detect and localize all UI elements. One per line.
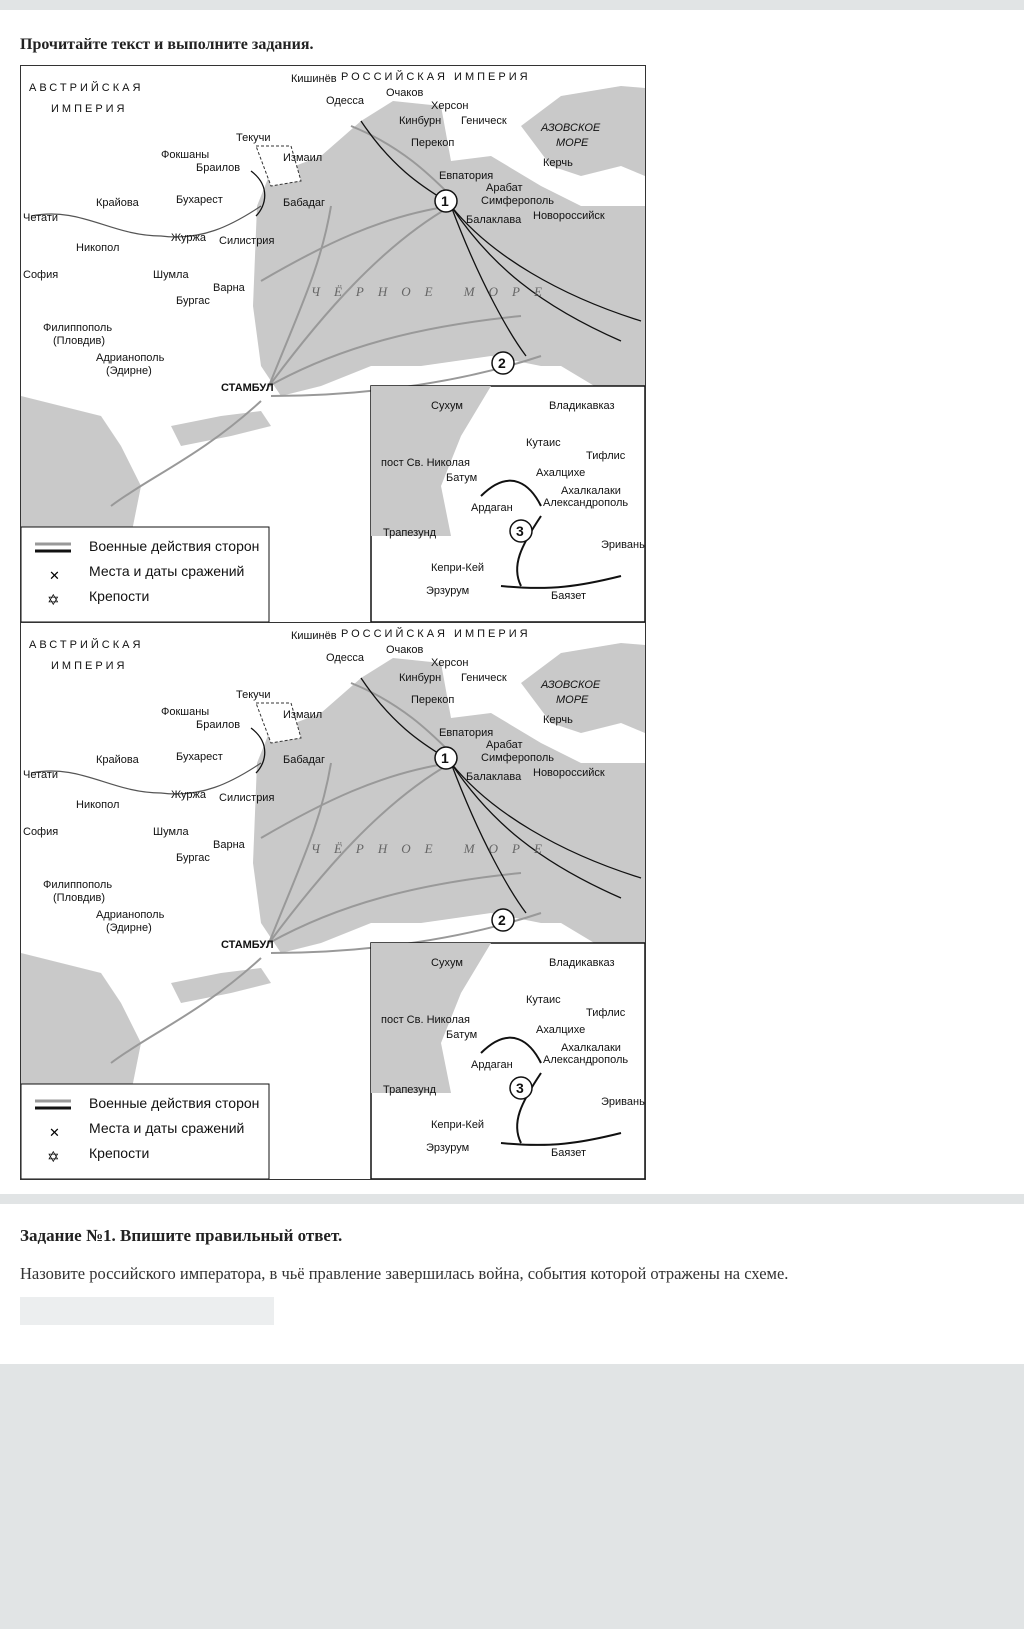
svg-text:Варна: Варна xyxy=(213,839,245,851)
svg-text:Адрианополь: Адрианополь xyxy=(96,352,165,364)
svg-text:Ахалкалаки: Ахалкалаки xyxy=(561,1042,621,1054)
svg-text:Очаков: Очаков xyxy=(386,87,424,99)
svg-text:Ахалцихе: Ахалцихе xyxy=(536,467,586,479)
svg-text:Четати: Четати xyxy=(23,212,59,224)
marker-3: 3 xyxy=(516,523,524,539)
svg-text:Керчь: Керчь xyxy=(543,714,573,726)
svg-text:Кутаис: Кутаис xyxy=(526,994,561,1006)
label-azov-1: АЗОВСКОЕ xyxy=(541,679,601,691)
svg-text:София: София xyxy=(23,269,59,281)
svg-text:Эривань: Эривань xyxy=(601,539,645,551)
battle-icon: ✕ xyxy=(49,569,60,584)
task-card xyxy=(0,1204,1024,1364)
svg-text:Четати: Четати xyxy=(23,769,59,781)
svg-text:Измаил: Измаил xyxy=(283,152,323,164)
svg-text:Батум: Батум xyxy=(446,472,478,484)
svg-text:Адрианополь: Адрианополь xyxy=(96,909,165,921)
svg-text:Владикавказ: Владикавказ xyxy=(549,400,615,412)
instruction-text: Прочитайте текст и выполните задания. xyxy=(20,36,314,53)
svg-text:Херсон: Херсон xyxy=(431,100,469,112)
legend-battles: Места и даты сражений xyxy=(89,1120,245,1136)
svg-text:пост Св. Николая: пост Св. Николая xyxy=(381,457,470,469)
map-svg-1 xyxy=(21,66,645,622)
svg-text:Текучи: Текучи xyxy=(236,132,271,144)
label-austria-1: АВСТРИЙСКАЯ xyxy=(29,82,144,94)
svg-text:Александрополь: Александрополь xyxy=(543,1054,629,1066)
svg-text:Тифлис: Тифлис xyxy=(586,450,626,462)
svg-text:Крайова: Крайова xyxy=(96,754,139,766)
svg-text:Эривань: Эривань xyxy=(601,1096,645,1108)
svg-text:Симферополь: Симферополь xyxy=(481,195,555,207)
label-black-sea: ЧЁРНОЕ МОРЕ xyxy=(311,284,556,299)
svg-text:Ахалкалаки: Ахалкалаки xyxy=(561,485,621,497)
svg-text:Евпатория: Евпатория xyxy=(439,170,494,182)
marker-3: 3 xyxy=(516,1080,524,1096)
svg-text:Кинбурн: Кинбурн xyxy=(399,672,442,684)
svg-text:Журжа: Журжа xyxy=(171,232,207,244)
label-russia: РОССИЙСКАЯ ИМПЕРИЯ xyxy=(341,71,531,83)
svg-text:Кепри-Кей: Кепри-Кей xyxy=(431,562,485,574)
legend-actions: Военные действия сторон xyxy=(89,538,260,554)
label-austria-2: ИМПЕРИЯ xyxy=(51,660,128,672)
svg-text:Очаков: Очаков xyxy=(386,644,424,656)
svg-text:Сухум: Сухум xyxy=(431,400,463,412)
svg-text:Кепри-Кей: Кепри-Кей xyxy=(431,1119,485,1131)
svg-text:Фокшаны: Фокшаны xyxy=(161,149,210,161)
svg-text:Никопол: Никопол xyxy=(76,242,120,254)
svg-text:Бухарест: Бухарест xyxy=(176,194,223,206)
svg-text:Кишинёв: Кишинёв xyxy=(291,630,337,642)
svg-text:Браилов: Браилов xyxy=(196,162,241,174)
svg-text:Трапезунд: Трапезунд xyxy=(383,1084,437,1096)
legend-fortresses: Крепости xyxy=(89,1145,150,1161)
svg-text:(Эдирне): (Эдирне) xyxy=(106,922,152,934)
svg-text:Евпатория: Евпатория xyxy=(439,727,494,739)
marker-2: 2 xyxy=(498,912,506,928)
text-card xyxy=(0,10,1024,1194)
label-azov-1: АЗОВСКОЕ xyxy=(541,122,601,134)
task-question: Назовите российского императора, в чьё правление завершилась война, события которой отражены на схеме. xyxy=(20,1264,789,1283)
svg-text:Сухум: Сухум xyxy=(431,957,463,969)
svg-text:София: София xyxy=(23,826,59,838)
svg-text:Керчь: Керчь xyxy=(543,157,573,169)
legend-actions: Военные действия сторон xyxy=(89,1095,260,1111)
label-black-sea: ЧЁРНОЕ МОРЕ xyxy=(311,841,556,856)
marker-1: 1 xyxy=(441,193,449,209)
svg-text:Тифлис: Тифлис xyxy=(586,1007,626,1019)
top-bar xyxy=(0,0,1024,10)
fortress-icon: ✡ xyxy=(47,1148,60,1166)
svg-text:Бургас: Бургас xyxy=(176,852,210,864)
svg-text:Бабадаг: Бабадаг xyxy=(283,197,326,209)
label-istanbul: СТАМБУЛ xyxy=(221,939,274,951)
svg-text:Балаклава: Балаклава xyxy=(466,214,522,226)
svg-text:Трапезунд: Трапезунд xyxy=(383,527,437,539)
svg-text:Эрзурум: Эрзурум xyxy=(426,585,470,597)
svg-text:Силистрия: Силистрия xyxy=(219,235,275,247)
svg-text:Шумла: Шумла xyxy=(153,269,189,281)
svg-text:Крайова: Крайова xyxy=(96,197,139,209)
answer-input[interactable] xyxy=(20,1297,274,1325)
svg-text:Арабат: Арабат xyxy=(486,182,523,194)
svg-text:Измаил: Измаил xyxy=(283,709,323,721)
svg-text:Новороссийск: Новороссийск xyxy=(533,210,605,222)
svg-text:Перекоп: Перекоп xyxy=(411,137,455,149)
svg-text:Баязет: Баязет xyxy=(551,1147,587,1159)
label-austria-1: АВСТРИЙСКАЯ xyxy=(29,639,144,651)
svg-text:Кутаис: Кутаис xyxy=(526,437,561,449)
svg-text:Новороссийск: Новороссийск xyxy=(533,767,605,779)
svg-text:Одесса: Одесса xyxy=(326,95,364,107)
section-gap xyxy=(0,1194,1024,1204)
svg-text:Текучи: Текучи xyxy=(236,689,271,701)
svg-text:Бабадаг: Бабадаг xyxy=(283,754,326,766)
battle-icon: ✕ xyxy=(49,1126,60,1141)
svg-text:Варна: Варна xyxy=(213,282,245,294)
svg-text:Перекоп: Перекоп xyxy=(411,694,455,706)
label-austria-2: ИМПЕРИЯ xyxy=(51,103,128,115)
war-map-2 xyxy=(20,622,646,1180)
svg-text:Геническ: Геническ xyxy=(461,115,507,127)
svg-text:Кишинёв: Кишинёв xyxy=(291,73,337,85)
svg-text:Бухарест: Бухарест xyxy=(176,751,223,763)
svg-text:Шумла: Шумла xyxy=(153,826,189,838)
svg-text:Журжа: Журжа xyxy=(171,789,207,801)
svg-text:Владикавказ: Владикавказ xyxy=(549,957,615,969)
svg-text:Браилов: Браилов xyxy=(196,719,241,731)
svg-text:Фокшаны: Фокшаны xyxy=(161,706,210,718)
svg-text:Александрополь: Александрополь xyxy=(543,497,629,509)
map-svg-2 xyxy=(21,623,645,1179)
marker-2: 2 xyxy=(498,355,506,371)
svg-text:Филиппополь: Филиппополь xyxy=(43,322,113,334)
war-map-1 xyxy=(20,65,646,623)
fortress-icon: ✡ xyxy=(47,591,60,609)
svg-text:Геническ: Геническ xyxy=(461,672,507,684)
label-azov-2: МОРЕ xyxy=(556,694,589,706)
svg-text:Симферополь: Симферополь xyxy=(481,752,555,764)
svg-text:Баязет: Баязет xyxy=(551,590,587,602)
legend-battles: Места и даты сражений xyxy=(89,563,245,579)
svg-text:Одесса: Одесса xyxy=(326,652,364,664)
svg-text:Эрзурум: Эрзурум xyxy=(426,1142,470,1154)
svg-text:Никопол: Никопол xyxy=(76,799,120,811)
svg-text:Ардаган: Ардаган xyxy=(471,1059,513,1071)
svg-text:(Пловдив): (Пловдив) xyxy=(53,892,106,904)
label-istanbul: СТАМБУЛ xyxy=(221,382,274,394)
svg-text:Батум: Батум xyxy=(446,1029,478,1041)
task-title: Задание №1. Впишите правильный ответ. xyxy=(20,1226,343,1245)
svg-text:Филиппополь: Филиппополь xyxy=(43,879,113,891)
label-azov-2: МОРЕ xyxy=(556,137,589,149)
svg-text:Ахалцихе: Ахалцихе xyxy=(536,1024,586,1036)
svg-text:пост Св. Николая: пост Св. Николая xyxy=(381,1014,470,1026)
svg-text:Арабат: Арабат xyxy=(486,739,523,751)
svg-text:Кинбурн: Кинбурн xyxy=(399,115,442,127)
label-russia: РОССИЙСКАЯ ИМПЕРИЯ xyxy=(341,628,531,640)
marker-1: 1 xyxy=(441,750,449,766)
legend-fortresses: Крепости xyxy=(89,588,150,604)
svg-text:(Пловдив): (Пловдив) xyxy=(53,335,106,347)
svg-text:Ардаган: Ардаган xyxy=(471,502,513,514)
svg-text:Балаклава: Балаклава xyxy=(466,771,522,783)
svg-text:(Эдирне): (Эдирне) xyxy=(106,365,152,377)
svg-text:Силистрия: Силистрия xyxy=(219,792,275,804)
svg-text:Бургас: Бургас xyxy=(176,295,210,307)
svg-text:Херсон: Херсон xyxy=(431,657,469,669)
